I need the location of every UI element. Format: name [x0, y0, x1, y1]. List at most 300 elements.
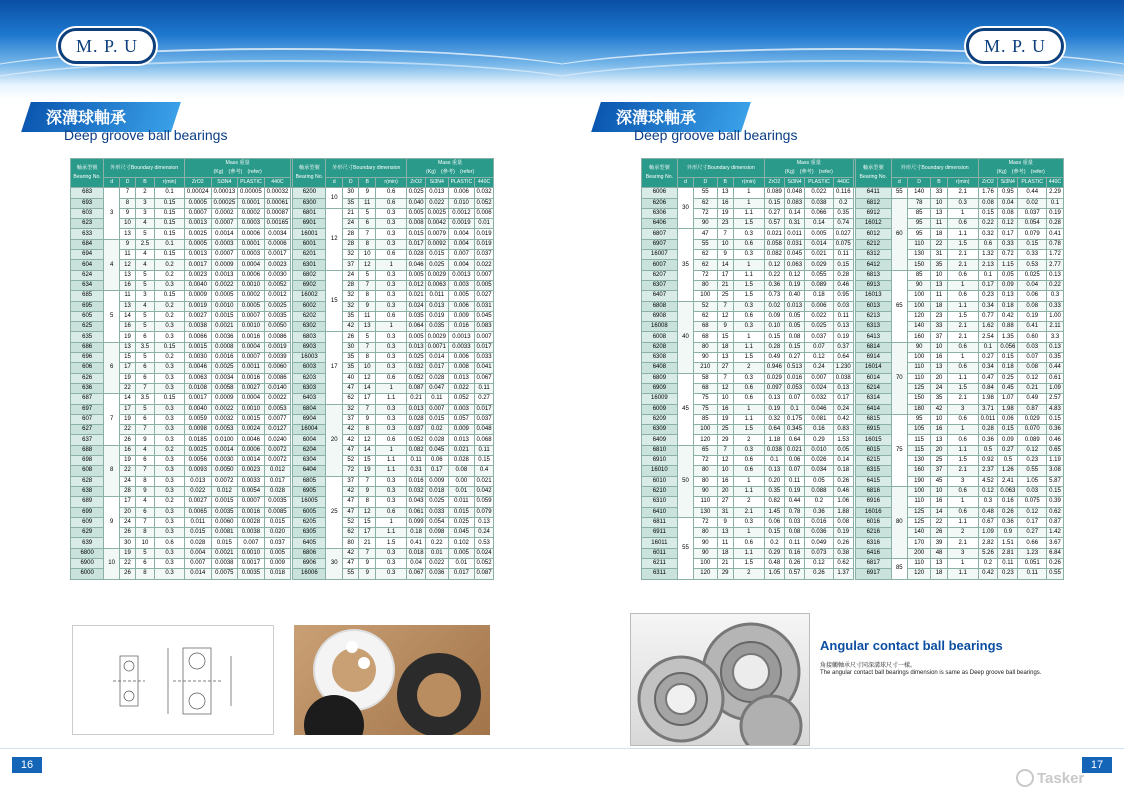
- width-cell: 19: [359, 466, 376, 476]
- mass-zro2-cell: 0.22: [978, 219, 998, 229]
- bearing-number-cell: 6914: [855, 353, 891, 363]
- table-row: [642, 558, 1064, 568]
- mass-zro2-cell: 0.0059: [185, 414, 212, 424]
- header-boundary: 外形尺寸Boundary dimension: [677, 159, 764, 178]
- title-english: Deep groove ball bearings: [64, 127, 228, 143]
- mass-plastic-cell: 0.12: [1018, 507, 1047, 517]
- header-boundary: 外形尺寸Boundary dimension: [326, 159, 407, 178]
- table-row: [642, 394, 1064, 404]
- mass-plastic-cell: 0.0016: [238, 507, 265, 517]
- mass-plastic-cell: 0.06: [1018, 291, 1047, 301]
- mass-440c-cell: 0.0035: [264, 311, 291, 321]
- mass-si3n4-cell: 0.0050: [211, 466, 238, 476]
- bearing-number-cell: 6802: [293, 270, 326, 280]
- outer-diameter-cell: 120: [694, 435, 717, 445]
- ceramic-bearing-icon: [294, 625, 490, 735]
- width-cell: 11: [931, 219, 947, 229]
- width-cell: 3: [135, 291, 154, 301]
- width-cell: 12: [359, 435, 376, 445]
- mass-zro2-cell: 0.097: [764, 383, 784, 393]
- mass-440c-cell: 0.0072: [264, 456, 291, 466]
- bearing-number-cell: 687: [71, 394, 104, 404]
- bearing-number-cell: 6913: [855, 280, 891, 290]
- mass-zro2-cell: 0.28: [764, 342, 784, 352]
- mass-si3n4-cell: 0.0071: [425, 342, 448, 352]
- mass-si3n4-cell: 0.9: [998, 528, 1018, 538]
- radius-cell: 1.1: [947, 517, 978, 527]
- mass-plastic-cell: 0.16: [805, 425, 834, 435]
- mass-zro2-cell: 0.34: [978, 301, 998, 311]
- mass-440c-cell: 0.39: [1046, 497, 1063, 507]
- radius-cell: 1: [947, 280, 978, 290]
- mass-plastic-cell: 0.0007: [238, 497, 265, 507]
- bearing-number-cell: 6205: [293, 517, 326, 527]
- mass-zro2-cell: 0.64: [764, 425, 784, 435]
- outer-diameter-cell: 52: [694, 301, 717, 311]
- mass-440c-cell: 0.62: [1046, 507, 1063, 517]
- inner-diameter-cell: 3: [104, 188, 120, 239]
- width-cell: 11: [359, 198, 376, 208]
- mass-440c-cell: 0.13: [833, 383, 853, 393]
- width-cell: 5: [359, 332, 376, 342]
- radius-cell: 0.3: [155, 332, 185, 342]
- mass-plastic-cell: 0.2: [805, 497, 834, 507]
- bearing-number-cell: 6310: [642, 497, 678, 507]
- table-row: [642, 445, 1064, 455]
- outer-diameter-cell: 120: [694, 569, 717, 579]
- bearing-number-cell: 6015: [855, 445, 891, 455]
- mass-si3n4-cell: 0.5: [998, 456, 1018, 466]
- outer-diameter-cell: 11: [120, 291, 136, 301]
- inner-diameter-cell: 7: [104, 394, 120, 445]
- mass-plastic-cell: 0.0001: [238, 239, 265, 249]
- mass-440c-cell: 0.018: [264, 569, 291, 579]
- bearing-number-cell: 685: [71, 291, 104, 301]
- bearing-number-cell: 6817: [855, 558, 891, 568]
- radius-cell: 0.3: [375, 342, 406, 352]
- mass-440c-cell: 0.3: [1046, 291, 1063, 301]
- outer-diameter-cell: 9: [120, 239, 136, 249]
- header-bearing-cn: 軸承型號: [76, 165, 98, 172]
- mass-si3n4-cell: 0.036: [425, 569, 448, 579]
- mass-440c-cell: 3.08: [1046, 466, 1063, 476]
- angular-title: Angular contact ball bearings: [820, 638, 1003, 653]
- radius-cell: 0.3: [155, 404, 185, 414]
- bearing-number-cell: 626: [71, 373, 104, 383]
- width-cell: 31: [717, 507, 733, 517]
- mass-si3n4-cell: 0.013: [425, 188, 448, 198]
- radius-cell: 2: [733, 569, 764, 579]
- mass-440c-cell: 1.06: [833, 497, 853, 507]
- header-si3n4: Si3N4: [211, 178, 238, 188]
- mass-plastic-cell: 0.037: [805, 332, 834, 342]
- bearing-number-cell: 6805: [293, 476, 326, 486]
- outer-diameter-cell: 13: [120, 301, 136, 311]
- radius-cell: 0.6: [733, 383, 764, 393]
- outer-diameter-cell: 85: [907, 270, 930, 280]
- radius-cell: 2.1: [947, 466, 978, 476]
- radius-cell: 1: [375, 322, 406, 332]
- outer-diameter-cell: 32: [342, 301, 359, 311]
- outer-diameter-cell: 72: [694, 456, 717, 466]
- radius-cell: 0.3: [733, 322, 764, 332]
- table-row: [642, 353, 1064, 363]
- width-cell: 7: [359, 280, 376, 290]
- bearing-number-cell: 6014: [855, 373, 891, 383]
- mass-si3n4-cell: 0.17: [998, 229, 1018, 239]
- mass-plastic-cell: 0.052: [448, 394, 474, 404]
- header-mass-title: Mass 重量: [438, 160, 463, 166]
- inner-diameter-cell: 6: [104, 342, 120, 393]
- mass-zro2-cell: 1.18: [764, 435, 784, 445]
- mass-plastic-cell: 0.0033: [238, 476, 265, 486]
- mass-440c-cell: 0.005: [475, 280, 494, 290]
- mass-plastic-cell: 0.007: [448, 250, 474, 260]
- radius-cell: 1: [733, 528, 764, 538]
- mass-zro2-cell: 0.089: [764, 188, 784, 198]
- radius-cell: 0.3: [733, 301, 764, 311]
- outer-diameter-cell: 110: [694, 497, 717, 507]
- bearing-number-cell: 6804: [293, 404, 326, 414]
- width-cell: 4: [135, 445, 154, 455]
- mass-plastic-cell: 0.089: [1018, 435, 1047, 445]
- mass-plastic-cell: 0.022: [805, 188, 834, 198]
- radius-cell: 0.2: [155, 270, 185, 280]
- mass-440c-cell: 0.028: [264, 486, 291, 496]
- mass-plastic-cell: 0.0004: [238, 260, 265, 270]
- outer-diameter-cell: 85: [907, 208, 930, 218]
- mass-440c-cell: 1.72: [1046, 250, 1063, 260]
- radius-cell: 0.3: [375, 558, 406, 568]
- mass-440c-cell: 0.13: [833, 322, 853, 332]
- outer-diameter-cell: 72: [694, 517, 717, 527]
- width-cell: 12: [359, 260, 376, 270]
- watermark-text: Tasker: [1037, 769, 1085, 787]
- mass-plastic-cell: 0.04: [1018, 280, 1047, 290]
- mass-440c-cell: 0.41: [1046, 229, 1063, 239]
- mass-zro2-cell: 0.0025: [185, 229, 212, 239]
- radius-cell: 0.6: [375, 198, 406, 208]
- bearing-number-cell: 6002: [293, 301, 326, 311]
- inner-diameter-cell: 10: [326, 188, 343, 209]
- mass-si3n4-cell: 0.44: [784, 497, 804, 507]
- mass-zro2-cell: 0.15: [978, 208, 998, 218]
- width-cell: 16: [717, 198, 733, 208]
- bearing-number-cell: 6211: [642, 558, 678, 568]
- width-cell: 20: [717, 486, 733, 496]
- radius-cell: 0.3: [375, 414, 406, 424]
- mass-zro2-cell: 0.043: [407, 497, 426, 507]
- mass-plastic-cell: 0.41: [1018, 322, 1047, 332]
- mass-plastic-cell: 0.026: [805, 456, 834, 466]
- mass-plastic-cell: 0.00: [448, 476, 474, 486]
- mass-440c-cell: 0.15: [475, 456, 494, 466]
- width-cell: 23: [717, 219, 733, 229]
- mass-si3n4-cell: 0.053: [784, 383, 804, 393]
- bearing-number-cell: 6403: [293, 394, 326, 404]
- mass-si3n4-cell: 0.031: [784, 239, 804, 249]
- radius-cell: 1.5: [733, 291, 764, 301]
- bearing-number-cell: 6209: [642, 414, 678, 424]
- mass-zro2-cell: 0.025: [407, 188, 426, 198]
- mass-zro2-cell: 0.946: [764, 363, 784, 373]
- mass-si3n4-cell: 0.0079: [425, 229, 448, 239]
- bearing-number-cell: 6213: [855, 311, 891, 321]
- mass-plastic-cell: 0.024: [805, 383, 834, 393]
- mass-si3n4-cell: 0.012: [211, 486, 238, 496]
- mass-440c-cell: 0.0030: [264, 270, 291, 280]
- inner-diameter-cell: 80: [891, 486, 907, 558]
- mass-plastic-cell: 0.23: [1018, 456, 1047, 466]
- inner-diameter-cell: 50: [677, 445, 693, 517]
- mass-si3n4-cell: 0.45: [998, 383, 1018, 393]
- header-bearing-cn: 軸承型號: [298, 165, 320, 172]
- mass-440c-cell: 0.0140: [264, 383, 291, 393]
- table-row: [642, 497, 1064, 507]
- mass-zro2-cell: 0.27: [978, 353, 998, 363]
- mass-440c-cell: 0.019: [475, 229, 494, 239]
- bearing-number-cell: 6808: [642, 301, 678, 311]
- mass-zro2-cell: 0.046: [407, 260, 426, 270]
- mass-zro2-cell: 0.0013: [185, 250, 212, 260]
- mass-zro2-cell: 0.04: [407, 558, 426, 568]
- table-row: [642, 507, 1064, 517]
- mass-si3n4-cell: 0.0063: [425, 280, 448, 290]
- mass-zro2-cell: 0.028: [185, 538, 212, 548]
- width-cell: 6: [135, 507, 154, 517]
- mass-si3n4-cell: 0.015: [425, 414, 448, 424]
- width-cell: 6: [135, 373, 154, 383]
- width-cell: 45: [931, 476, 947, 486]
- header-plastic: PLASTIC: [805, 178, 834, 188]
- mass-440c-cell: 0.33: [1046, 301, 1063, 311]
- mass-440c-cell: 0.005: [264, 548, 291, 558]
- mass-si3n4-cell: 0.0021: [211, 548, 238, 558]
- spec-table-right: [641, 158, 1064, 580]
- mass-si3n4-cell: 0.345: [784, 425, 804, 435]
- mass-440c-cell: 0.0025: [264, 301, 291, 311]
- mass-440c-cell: 0.27: [475, 394, 494, 404]
- width-cell: 7: [135, 383, 154, 393]
- mass-plastic-cell: 0.0046: [238, 435, 265, 445]
- bearing-number-cell: 686: [71, 342, 104, 352]
- radius-cell: 0.6: [947, 435, 978, 445]
- header-mass: [407, 159, 494, 178]
- table-row: [642, 528, 1064, 538]
- radius-cell: 0.3: [155, 414, 185, 424]
- mass-zro2-cell: 0.0023: [185, 270, 212, 280]
- mass-zro2-cell: 1.05: [764, 569, 784, 579]
- mass-440c-cell: 0.17: [833, 394, 853, 404]
- width-cell: 7: [359, 476, 376, 486]
- mass-440c-cell: 0.42: [833, 414, 853, 424]
- width-cell: 7: [359, 404, 376, 414]
- mass-zro2-cell: 1.76: [978, 188, 998, 198]
- header-D: D: [120, 178, 136, 188]
- mass-zro2-cell: 0.23: [978, 291, 998, 301]
- bearing-number-cell: 6916: [855, 497, 891, 507]
- width-cell: 6: [135, 558, 154, 568]
- bearing-number-cell: 16006: [293, 569, 326, 579]
- outer-diameter-cell: 8: [120, 198, 136, 208]
- mass-plastic-cell: 0.066: [805, 208, 834, 218]
- outer-diameter-cell: 115: [907, 435, 930, 445]
- outer-diameter-cell: 22: [120, 425, 136, 435]
- mass-plastic-cell: 0.034: [805, 466, 834, 476]
- mass-si3n4-cell: 0.08: [784, 528, 804, 538]
- width-cell: 11: [931, 291, 947, 301]
- mass-si3n4-cell: 0.0022: [211, 404, 238, 414]
- outer-diameter-cell: 80: [342, 538, 359, 548]
- header-mass-title: Mass 重量: [225, 160, 250, 166]
- outer-diameter-cell: 78: [907, 198, 930, 208]
- mass-si3n4-cell: 0.15: [998, 425, 1018, 435]
- radius-cell: 2: [733, 497, 764, 507]
- mass-plastic-cell: 0.025: [805, 322, 834, 332]
- mass-plastic-cell: 0.009: [448, 311, 474, 321]
- mass-440c-cell: 0.068: [475, 435, 494, 445]
- mass-zro2-cell: 1.32: [978, 250, 998, 260]
- angular-description-cn: 角接觸軸承尺寸同深溝球尺寸一樣。: [820, 662, 917, 669]
- mass-plastic-cell: 0.013: [448, 435, 474, 445]
- header-mass: [978, 159, 1063, 178]
- width-cell: 10: [717, 394, 733, 404]
- mass-zro2-cell: 0.038: [764, 445, 784, 455]
- mass-si3n4-cell: 0.42: [998, 311, 1018, 321]
- mass-plastic-cell: 0.0010: [238, 322, 265, 332]
- mass-zro2-cell: 0.024: [407, 301, 426, 311]
- radius-cell: 0.3: [155, 507, 185, 517]
- mass-zro2-cell: 0.099: [407, 517, 426, 527]
- mass-zro2-cell: 0.15: [764, 198, 784, 208]
- width-cell: 3.5: [135, 342, 154, 352]
- mass-si3n4-cell: 0.17: [425, 466, 448, 476]
- width-cell: 10: [931, 270, 947, 280]
- mass-si3n4-cell: 0.22: [425, 538, 448, 548]
- mass-si3n4-cell: 0.27: [784, 353, 804, 363]
- page-number: 17: [1082, 757, 1112, 773]
- brand-logo: M. P. U: [966, 28, 1064, 64]
- width-cell: 4: [135, 250, 154, 260]
- mass-440c-cell: 0.19: [833, 332, 853, 342]
- radius-cell: 2.1: [947, 332, 978, 342]
- width-cell: 7: [717, 445, 733, 455]
- outer-diameter-cell: 35: [342, 363, 359, 373]
- bearing-number-cell: 6408: [642, 363, 678, 373]
- mass-si3n4-cell: 0.0009: [211, 260, 238, 270]
- mass-si3n4-cell: 0.018: [425, 486, 448, 496]
- width-cell: 14: [931, 507, 947, 517]
- mass-si3n4-cell: 0.033: [425, 507, 448, 517]
- mass-si3n4-cell: 0.72: [998, 250, 1018, 260]
- mass-plastic-cell: 0.070: [1018, 425, 1047, 435]
- width-cell: 8: [359, 239, 376, 249]
- header-mass-unit: (Kg) (參考) (refer): [213, 169, 262, 175]
- header-d: d: [891, 178, 907, 188]
- mass-440c-cell: 0.0019: [264, 342, 291, 352]
- outer-diameter-cell: 200: [907, 548, 930, 558]
- width-cell: 7: [135, 517, 154, 527]
- mass-plastic-cell: 0.0007: [238, 311, 265, 321]
- mass-440c-cell: 0.007: [475, 332, 494, 342]
- radius-cell: 0.6: [947, 291, 978, 301]
- width-cell: 8: [359, 353, 376, 363]
- mass-si3n4-cell: 0.95: [998, 188, 1018, 198]
- mass-si3n4-cell: 0.513: [784, 363, 804, 373]
- width-cell: 18: [717, 342, 733, 352]
- mass-zro2-cell: 0.0030: [185, 353, 212, 363]
- inner-diameter-cell: 15: [326, 270, 343, 332]
- mass-si3n4-cell: 0.07: [784, 466, 804, 476]
- bearing-number-cell: 16007: [642, 250, 678, 260]
- radius-cell: 0.3: [375, 239, 406, 249]
- outer-diameter-cell: 14: [120, 311, 136, 321]
- width-cell: 25: [931, 456, 947, 466]
- radius-cell: 1.5: [733, 219, 764, 229]
- bearing-number-cell: 6812: [855, 198, 891, 208]
- mass-440c-cell: 3.67: [1046, 538, 1063, 548]
- mass-si3n4-cell: 2.81: [998, 548, 1018, 558]
- table-row: [71, 445, 494, 455]
- bearing-number-cell: 6214: [855, 383, 891, 393]
- bearing-number-cell: 6910: [642, 456, 678, 466]
- bearing-number-cell: 6800: [71, 548, 104, 558]
- radius-cell: 0.6: [733, 311, 764, 321]
- mass-si3n4-cell: 0.0022: [211, 280, 238, 290]
- mass-zro2-cell: 0.00024: [185, 188, 212, 198]
- table-row: [642, 188, 1064, 198]
- mass-440c-cell: 0.083: [475, 322, 494, 332]
- bearing-number-cell: 608: [71, 466, 104, 476]
- width-cell: 7: [717, 301, 733, 311]
- mass-zro2-cell: 0.011: [978, 414, 998, 424]
- width-cell: 12: [717, 383, 733, 393]
- mass-440c-cell: 0.0127: [264, 425, 291, 435]
- mass-zro2-cell: 0.021: [764, 229, 784, 239]
- radius-cell: 0.3: [155, 466, 185, 476]
- bearing-number-cell: 696: [71, 353, 104, 363]
- width-cell: 5: [135, 311, 154, 321]
- bearing-number-cell: 6907: [642, 239, 678, 249]
- radius-cell: 3: [947, 548, 978, 558]
- mass-plastic-cell: 0.0028: [238, 517, 265, 527]
- outer-diameter-cell: 28: [342, 229, 359, 239]
- table-row: [71, 239, 494, 249]
- radius-cell: 0.3: [733, 445, 764, 455]
- radius-cell: 0.3: [155, 558, 185, 568]
- outer-diameter-cell: 180: [907, 404, 930, 414]
- table-row: [71, 373, 494, 383]
- inner-diameter-cell: 70: [891, 342, 907, 414]
- outer-diameter-cell: 115: [907, 445, 930, 455]
- mass-si3n4-cell: 0.12: [784, 270, 804, 280]
- outer-diameter-cell: 68: [694, 383, 717, 393]
- mass-440c-cell: 1.53: [833, 435, 853, 445]
- radius-cell: 2.1: [733, 507, 764, 517]
- mass-zro2-cell: 1.98: [978, 394, 998, 404]
- outer-diameter-cell: 110: [907, 558, 930, 568]
- bearing-number-cell: 6308: [642, 353, 678, 363]
- inner-diameter-cell: 9: [104, 497, 120, 548]
- mass-plastic-cell: 1.05: [1018, 476, 1047, 486]
- mass-440c-cell: 0.24: [475, 528, 494, 538]
- mass-plastic-cell: 0.015: [448, 507, 474, 517]
- header-d: d: [677, 178, 693, 188]
- mass-si3n4-cell: 0.007: [425, 404, 448, 414]
- mass-zro2-cell: 0.0063: [185, 373, 212, 383]
- radius-cell: 1: [375, 517, 406, 527]
- mass-si3n4-cell: 0.03: [784, 517, 804, 527]
